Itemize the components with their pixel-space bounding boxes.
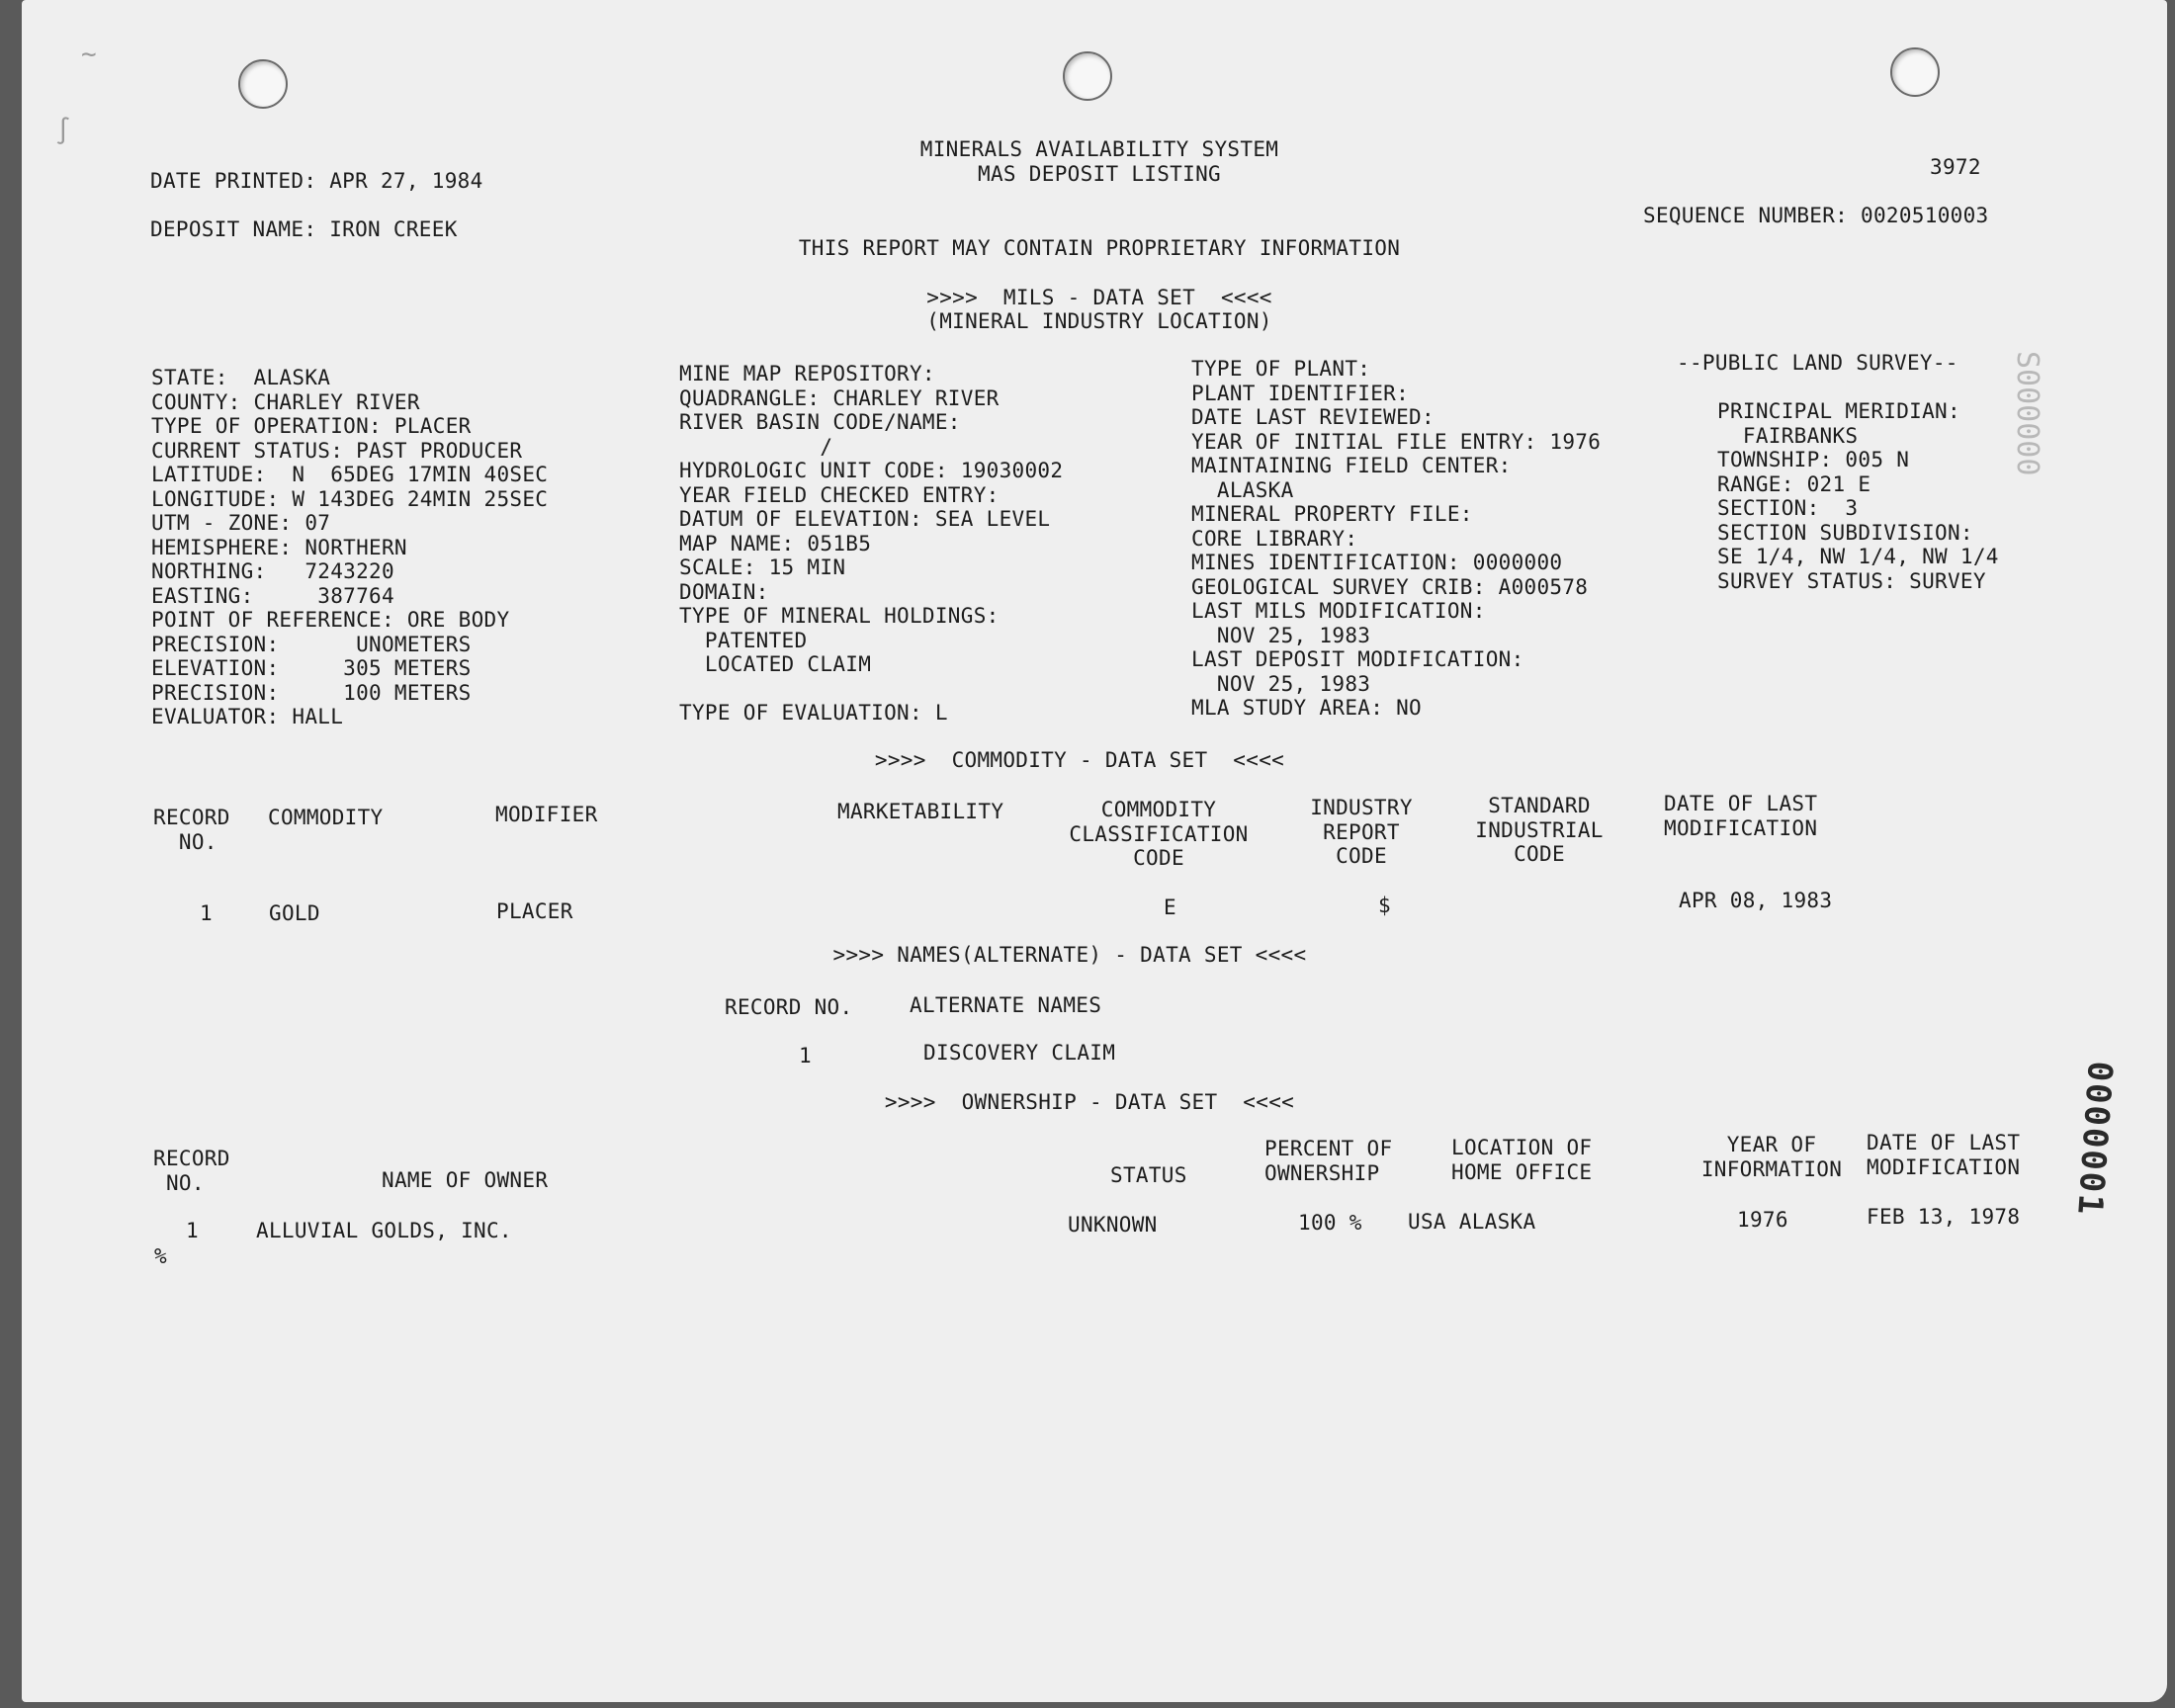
- punch-hole-center: [1063, 51, 1112, 101]
- scribble-mark: ∫: [55, 117, 71, 146]
- field-northing: NORTHING: 7243220: [151, 559, 394, 583]
- field-datum-of-elevation: DATUM OF ELEVATION: SEA LEVEL: [679, 507, 1051, 531]
- field-mineral-property-file: MINERAL PROPERTY FILE:: [1191, 502, 1473, 526]
- field-mine-map-repository: MINE MAP REPOSITORY:: [679, 362, 935, 385]
- public-land-survey-title: --PUBLIC LAND SURVEY--: [1677, 351, 1958, 375]
- field-hydrologic-unit: HYDROLOGIC UNIT CODE: 19030002: [679, 459, 1064, 482]
- end-of-record-mark: %: [154, 1244, 167, 1268]
- field-range: RANGE: 021 E: [1717, 471, 1871, 496]
- field-principal-meridian-value: FAIRBANKS: [1717, 423, 1859, 448]
- field-year-field-checked: YEAR FIELD CHECKED ENTRY:: [679, 482, 1000, 507]
- field-maintaining-center: MAINTAINING FIELD CENTER:: [1191, 454, 1512, 477]
- ownership-owner-name: ALLUVIAL GOLDS, INC.: [256, 1219, 512, 1242]
- field-township: TOWNSHIP: 005 N: [1717, 448, 1910, 471]
- field-hemisphere: HEMISPHERE: NORTHERN: [151, 535, 407, 559]
- field-section-subdivision-value: SE 1/4, NW 1/4, NW 1/4: [1717, 545, 1999, 568]
- date-printed: DATE PRINTED: APR 27, 1984: [150, 169, 483, 193]
- field-longitude: LONGITUDE: W 143DEG 24MIN 25SEC: [151, 486, 549, 511]
- field-elevation: ELEVATION: 305 METERS: [151, 656, 472, 680]
- field-quadrangle: QUADRANGLE: CHARLEY RIVER: [679, 385, 1000, 410]
- field-mines-identification: MINES IDENTIFICATION: 0000000: [1191, 551, 1563, 574]
- field-easting: EASTING: 387764: [151, 583, 394, 608]
- ownership-status: UNKNOWN: [1068, 1213, 1158, 1237]
- commodity-last-modification: APR 08, 1983: [1679, 889, 1833, 912]
- ownership-section-title: >>>> OWNERSHIP - DATA SET <<<<: [884, 1090, 1295, 1114]
- field-type-of-plant: TYPE OF PLANT:: [1191, 357, 1371, 381]
- field-current-status: CURRENT STATUS: PAST PRODUCER: [151, 438, 523, 463]
- sequence-number: SEQUENCE NUMBER: 0020510003: [1643, 204, 1989, 227]
- field-domain: DOMAIN:: [679, 579, 769, 604]
- page-number: 3972: [1930, 155, 1981, 179]
- field-last-deposit-modification: LAST DEPOSIT MODIFICATION:: [1191, 647, 1524, 671]
- field-year-initial-entry: YEAR OF INITIAL FILE ENTRY: 1976: [1191, 429, 1602, 454]
- page-id-stamp: 0000001: [2069, 1060, 2120, 1218]
- document-page: [22, 0, 2167, 1702]
- ownership-home-office: USA ALASKA: [1408, 1210, 1536, 1234]
- punch-hole-left: [238, 59, 288, 109]
- names-section-title: >>>> NAMES(ALTERNATE) - DATA SET <<<<: [832, 943, 1307, 967]
- field-map-name: MAP NAME: 051B5: [679, 531, 872, 555]
- commodity-record-no: 1: [200, 901, 213, 925]
- names-header-record-no: RECORD NO.: [725, 995, 853, 1019]
- field-principal-meridian: PRINCIPAL MERIDIAN:: [1717, 399, 1960, 423]
- field-county: COUNTY: CHARLEY RIVER: [151, 389, 420, 414]
- field-river-basin-value: /: [679, 434, 833, 459]
- ownership-header-year: YEAR OF INFORMATION: [1700, 1133, 1843, 1181]
- deposit-name: DEPOSIT NAME: IRON CREEK: [150, 217, 458, 241]
- field-operation-type: TYPE OF OPERATION: PLACER: [151, 414, 472, 438]
- ownership-header-percent: PERCENT OF OWNERSHIP: [1264, 1137, 1393, 1185]
- commodity-header-classification: COMMODITY CLASSIFICATION CODE: [1069, 798, 1249, 870]
- names-header-alternate: ALTERNATE NAMES: [910, 993, 1102, 1017]
- ownership-header-location: LOCATION OF HOME OFFICE: [1451, 1136, 1593, 1184]
- field-core-library: CORE LIBRARY:: [1191, 526, 1358, 551]
- ownership-header-owner: NAME OF OWNER: [382, 1168, 549, 1192]
- field-evaluator: EVALUATOR: HALL: [151, 705, 344, 728]
- punch-hole-right: [1890, 47, 1940, 97]
- field-last-mils-modification: LAST MILS MODIFICATION:: [1191, 599, 1486, 623]
- field-precision: PRECISION: UNOMETERS: [151, 632, 472, 656]
- field-geological-survey-crib: GEOLOGICAL SURVEY CRIB: A000578: [1191, 574, 1589, 599]
- field-mla-study-area: MLA STUDY AREA: NO: [1191, 696, 1422, 720]
- ownership-header-last-modification: DATE OF LAST MODIFICATION: [1867, 1131, 2021, 1179]
- commodity-header-marketability: MARKETABILITY: [837, 800, 1004, 823]
- field-holding-patented: PATENTED: [679, 628, 808, 652]
- listing-title: MAS DEPOSIT LISTING: [978, 162, 1221, 186]
- field-section-subdivision: SECTION SUBDIVISION:: [1717, 520, 1973, 545]
- names-record-no: 1: [799, 1044, 812, 1068]
- field-scale: SCALE: 15 MIN: [679, 555, 846, 579]
- field-date-last-reviewed: DATE LAST REVIEWED:: [1191, 405, 1435, 429]
- commodity-header-record-no: RECORD NO.: [153, 806, 230, 854]
- ownership-header-record-no: RECORD NO.: [153, 1147, 230, 1195]
- commodity-header-industry-code: INDUSTRY REPORT CODE: [1310, 796, 1413, 868]
- system-title: MINERALS AVAILABILITY SYSTEM: [919, 137, 1279, 161]
- commodity-modifier: PLACER: [496, 899, 573, 923]
- field-type-of-evaluation: TYPE OF EVALUATION: L: [679, 701, 948, 725]
- field-latitude: LATITUDE: N 65DEG 17MIN 40SEC: [151, 463, 549, 486]
- field-section: SECTION: 3: [1717, 496, 1859, 520]
- field-elevation-precision: PRECISION: 100 METERS: [151, 680, 472, 705]
- commodity-name: GOLD: [269, 901, 320, 925]
- commodity-header-sic: STANDARD INDUSTRIAL CODE: [1475, 794, 1604, 866]
- field-last-mils-modification-date: NOV 25, 1983: [1191, 623, 1371, 647]
- commodity-classification: E: [1164, 896, 1176, 919]
- ownership-header-status: STATUS: [1110, 1163, 1187, 1187]
- mils-section-title: >>>> MILS - DATA SET <<<<: [926, 286, 1272, 309]
- field-holding-located-claim: LOCATED CLAIM: [679, 652, 872, 676]
- names-alternate-name: DISCOVERY CLAIM: [923, 1041, 1116, 1065]
- field-last-deposit-modification-date: NOV 25, 1983: [1191, 671, 1371, 696]
- ownership-percent: 100 %: [1298, 1211, 1362, 1235]
- mils-section-subtitle: (MINERAL INDUSTRY LOCATION): [926, 309, 1272, 333]
- field-maintaining-center-value: ALASKA: [1191, 477, 1294, 502]
- commodity-industry-code: $: [1378, 894, 1391, 917]
- field-utm-zone: UTM - ZONE: 07: [151, 511, 331, 535]
- proprietary-notice: THIS REPORT MAY CONTAIN PROPRIETARY INFORMATION: [798, 236, 1401, 260]
- field-state: STATE: ALASKA: [151, 366, 331, 389]
- field-plant-identifier: PLANT IDENTIFIER:: [1191, 381, 1410, 405]
- field-mineral-holdings: TYPE OF MINERAL HOLDINGS:: [679, 604, 1000, 628]
- field-survey-status: SURVEY STATUS: SURVEY: [1717, 568, 1986, 593]
- ownership-last-modification: FEB 13, 1978: [1867, 1205, 2021, 1229]
- commodity-section-title: >>>> COMMODITY - DATA SET <<<<: [874, 748, 1285, 772]
- scribble-mark: ~: [81, 40, 97, 69]
- faded-stamp-number: S000000: [2010, 351, 2044, 476]
- ownership-record-no: 1: [186, 1219, 199, 1242]
- field-point-of-reference: POINT OF REFERENCE: ORE BODY: [151, 608, 510, 632]
- field-river-basin: RIVER BASIN CODE/NAME:: [679, 410, 961, 434]
- commodity-header-last-modification: DATE OF LAST MODIFICATION: [1664, 792, 1818, 840]
- ownership-year: 1976: [1737, 1208, 1788, 1232]
- commodity-header-modifier: MODIFIER: [495, 803, 598, 826]
- commodity-header-commodity: COMMODITY: [268, 806, 384, 829]
